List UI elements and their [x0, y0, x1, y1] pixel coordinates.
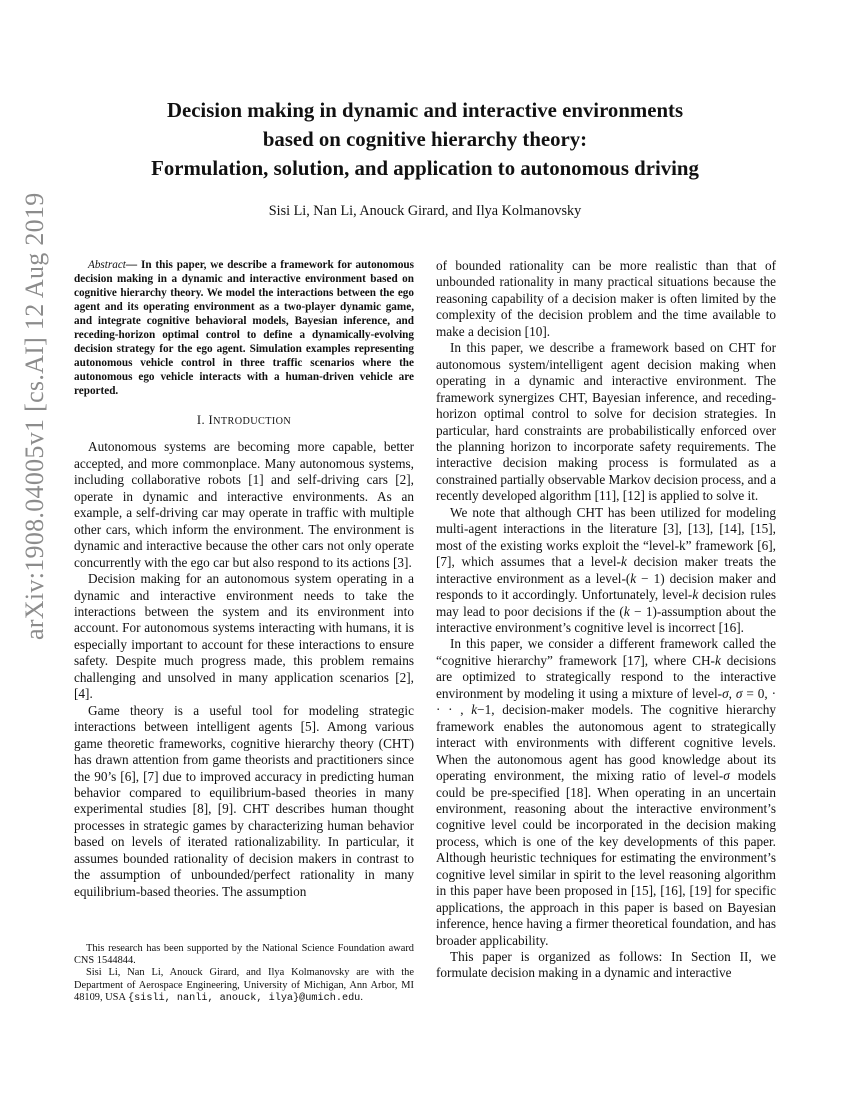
title-line-1: Decision making in dynamic and interactive environments — [166, 99, 684, 122]
text-run: models could be pre-specified [18]. When operating in an uncertain environment, reasoning about the interactive environment’s cognitive level could be incorporated in the decision making process, which is one of the key developments of this paper. Although heuristic techniques for estimating the environment’s cognitive level similar in spirit to the level reasoning algorithm in this paper have been proposed in [15], [16], [19] for specific applications, the approach in this paper is based on Bayesian inference, hence having a firmer theoretical foundation, and has broader applicability. — [436, 768, 777, 948]
math-k: k — [692, 587, 699, 603]
abstract — [74, 258, 414, 398]
paper-title — [90, 96, 760, 183]
math-k: k — [630, 570, 637, 586]
text-run: − 1) decision maker and responds to it accordingly. Unfortunately, level- — [436, 570, 776, 603]
math-sigma: σ — [722, 685, 729, 701]
intro-paragraph-3: Game theory is a useful tool for modeling strategic interactions between intelligent agents [5]. Among various game theoretic frameworks, cognitive hierarchy theory (CHT) has drawn attention from game theorists and practitioners since the 90’s [6], [7] due to improved accuracy in predicting human behavior compared to equilibrium-based theories in many experimental studies [8], [9]. CHT describes human thought processes in strategic games by characterizing human behavior based on levels of iterated rationalizability. In particular, it assumes bounded rationality of decision makers in contrast to the assumption of unbounded/perfect rationality in many equilibrium-based theories. The assumption — [74, 702, 414, 899]
abstract-label: Abstract — [88, 259, 126, 271]
author-list: Sisi Li, Nan Li, Anouck Girard, and Ilya Kolmanovsky — [268, 203, 582, 219]
text-run: −1, decision-maker models. The cognitive hierarchy framework enables the autonomous agent to strategically interact with environments with different cognitive levels. When the autonomous agent has good knowledge about its operating environment, the mixing ratio of level- — [436, 702, 776, 784]
text-run: We note that although CHT has been utilized for modeling multi-agent interactions in the literature [3], [13], [14], [15], most of the existing works exploit the “level-k” framework [6], [7], which assumes that a level- — [436, 504, 776, 570]
footnote-emails: {sisli, nanli, anouck, ilya}@umich.edu — [127, 992, 361, 1004]
text-run: decision maker treats the interactive environment as a level-( — [436, 554, 776, 586]
right-paragraph-3 — [436, 505, 776, 637]
arxiv-identifier: arXiv:1908.04005v1 [cs.AI] 12 Aug 2019 — [20, 192, 49, 640]
abstract-text: — In this paper, we describe a framework for autonomous decision making in a dynamic and interactive environment based on cognitive hierarchy theory. We model the interactions between the ego agent and its operating environment as a two-player dynamic game, and integrate cognitive behavioral models, Bayesian inference, and receding-horizon optimal control to define a dynamically-evolving decision strategy for the ego agent. Simulation examples representing autonomous vehicle control in three traffic scenarios where the autonomous ego vehicle interacts with a human-driven vehicle are reported. — [74, 259, 414, 397]
math-sigma: σ — [735, 685, 743, 701]
math-k: k — [623, 603, 630, 619]
section-heading-introduction — [74, 412, 414, 430]
right-paragraph-1: of bounded rationality can be more realistic than that of unbounded rationality in many practical situations because the reasoning capability of a decision maker is often limited by the complexity of the decision problem and the time available to make a decision [10]. — [436, 258, 776, 339]
math-k: k — [471, 702, 478, 718]
title-line-3: Formulation, solution, and application to autonomous driving — [151, 157, 699, 180]
footnote-affiliation-text: Sisi Li, Nan Li, Anouck Girard, and Ilya Kolmanovsky are with the Department of Aerospace Engineering, University of Michigan, Ann Arbor, MI 48109, USA — [74, 967, 414, 1003]
math-sigma: σ — [723, 768, 730, 784]
text-run: , — [728, 685, 736, 701]
text-run: = 0, · · · , — [436, 685, 777, 718]
intro-paragraph-2: Decision making for an autonomous system operating in a dynamic and interactive environment needs to take the interactions between the system and its environment into account. For autonomous systems interacting with humans, it is especially important to account for these interactions to ensure safety. Despite much progress made, this problem remains challenging and unsolved in many application scenarios [2], [4]. — [74, 571, 414, 702]
right-paragraph-5: This paper is organized as follows: In Section II, we formulate decision making in a dynamic and interactive — [436, 949, 776, 981]
footnotes — [74, 943, 414, 1005]
text-run: decision rules may lead to poor decisions if the ( — [436, 587, 776, 619]
right-column — [436, 258, 776, 982]
text-run: − 1)-assumption about the interactive environment’s cognitive level is incorrect [16]. — [436, 603, 776, 635]
math-k: k — [620, 554, 627, 570]
text-run: decisions are optimized to strategically respond to the interactive environment by modeling it using a mixture of level- — [436, 652, 777, 701]
right-paragraph-4 — [436, 636, 776, 949]
section-rest: NTRODUCTION — [213, 416, 292, 427]
footnote-funding: This research has been supported by the National Science Foundation award CNS 1544844. — [74, 943, 414, 967]
section-first-letter: I — [208, 413, 214, 427]
footnote-end: . — [360, 991, 363, 1003]
right-paragraph-2: In this paper, we describe a framework based on CHT for autonomous system/intelligent agent decision making when operating in a dynamic and interactive environment. The framework synergizes CHT, Bayesian inference, and receding-horizon optimal control to solve for decision strategies. In particular, hard constraints are probabilistically enforced over the planning horizon to incorporate safety requirements. The interactive decision making process is formulated as a constrained partially observable Markov decision process, and a recently developed algorithm [11], [12] is applied to solve it. — [436, 340, 776, 504]
footnote-affiliation — [74, 967, 414, 1005]
section-numeral: I. — [196, 413, 209, 427]
title-line-2: based on cognitive hierarchy theory: — [262, 128, 588, 151]
text-run: In this paper, we consider a different framework called the “cognitive hierarchy” framework [17], where CH- — [436, 636, 776, 668]
intro-paragraph-1: Autonomous systems are becoming more capable, better accepted, and more commonplace. Many autonomous systems, including collaborative robots [1] and self-driving cars [2], operate in dynamic and interactive environments. As an example, a self-driving car may operate in traffic with multiple other cars, which inform the environment. The environment is dynamic and interactive because the other cars not only operate concurrently with the ego car but also respond to its actions [3]. — [74, 439, 414, 570]
math-k: k — [714, 652, 721, 668]
left-column — [74, 258, 414, 900]
